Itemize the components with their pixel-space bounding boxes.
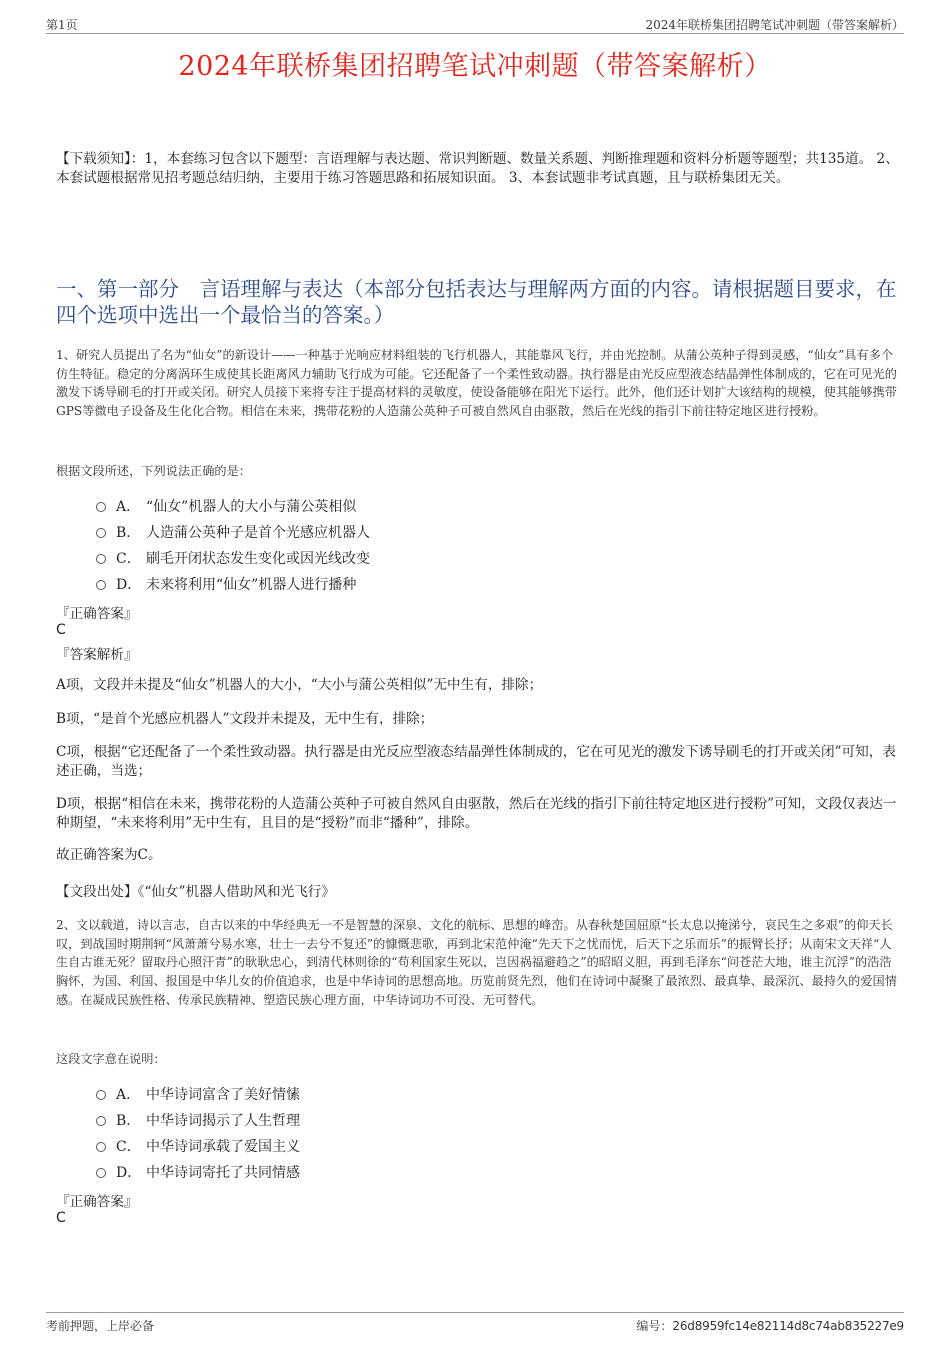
option-text: 人造蒲公英种子是首个光感应机器人: [146, 525, 370, 541]
radio-icon[interactable]: [96, 1090, 106, 1100]
radio-icon[interactable]: [96, 1116, 106, 1126]
question-1-answer: C: [56, 622, 66, 638]
header-doc-title: 2024年联桥集团招聘笔试冲刺题（带答案解析）: [645, 18, 904, 32]
question-2-answer-label: 『正确答案』: [56, 1194, 138, 1210]
analysis-option-a: A项，文段并未提及“仙女”机器人的大小，“大小与蒲公英相似”无中生有，排除；: [56, 677, 543, 693]
analysis-option-b: B项，“是首个光感应机器人”文段并未提及，无中生有，排除；: [56, 711, 434, 727]
question-1-prompt: 根据文段所述，下列说法正确的是：: [56, 464, 251, 478]
option-letter: A．: [116, 1087, 141, 1103]
analysis-option-c: C项，根据“它还配备了一个柔性致动器。执行器是由光反应型液态结晶弹性体制成的，它在可见光的激发下诱导刷毛的打开或关闭”可知，表述正确，当选；: [56, 744, 896, 779]
option-letter: C．: [116, 1139, 141, 1155]
analysis-conclusion: 故正确答案为C。: [56, 847, 162, 863]
footer-code: [636, 1317, 904, 1334]
option-text: 中华诗词揭示了人生哲理: [146, 1113, 300, 1129]
document-title: 2024年联桥集团招聘笔试冲刺题（带答案解析）: [178, 51, 772, 82]
page-footer: [46, 1312, 904, 1333]
option-text: 中华诗词富含了美好情愫: [146, 1087, 300, 1103]
radio-icon[interactable]: [96, 502, 106, 512]
question-1-source: 【文段出处】《“仙女”机器人借助风和光飞行》: [56, 884, 335, 900]
radio-icon[interactable]: [96, 1142, 106, 1152]
question-2-answer: C: [56, 1210, 66, 1226]
question-1-answer-label: 『正确答案』: [56, 606, 138, 622]
option-letter: B．: [116, 525, 141, 541]
footer-code-label: 编号：: [636, 1319, 673, 1333]
option-letter: A．: [116, 499, 141, 515]
option-text: 中华诗词寄托了共同情感: [146, 1165, 300, 1181]
radio-icon[interactable]: [96, 580, 106, 590]
option-letter: B．: [116, 1113, 141, 1129]
option-letter: D．: [116, 1165, 142, 1181]
question-1-stem: 1、研究人员提出了名为“仙女”的新设计——一种基于光响应材料组装的飞行机器人，其能靠风飞行，并由光控制。从蒲公英种子得到灵感，“仙女”具有多个仿生特征。稳定的分离涡环生成使其长距离风力辅助飞行成为可能。它还配备了一个柔性致动器。执行器是由光反应型液态结晶弹性体制成的，它在可见光的激发下诱导刷毛的打开或关闭。研究人员接下来将专注于提高材料的灵敏度，使设备能够在阳光下运行。此外，他们还计划扩大该结构的规模，使其能够携带GPS等微电子设备及生化化合物。相信在未来，携带花粉的人造蒲公英种子可被自然风自由驱散，然后在光线的指引下前往特定地区进行授粉。: [56, 348, 897, 419]
option-letter: D．: [116, 577, 142, 593]
option-text: 刷毛开闭状态发生变化或因光线改变: [146, 551, 370, 567]
question-2-stem: 2、文以载道，诗以言志，自古以来的中华经典无一不是智慧的深泉、文化的航标、思想的峰峦。从春秋楚国屈原“长太息以掩涕兮，哀民生之多艰”的仰天长叹，到战国时期荆轲“风萧萧兮易水寒，壮士一去兮不复还”的慷慨悲歌，再到北宋范仲淹“先天下之忧而忧，后天下之乐而乐”的振臂长抒；从南宋文天祥“人生自古谁无死？留取丹心照汗青”的耿耿忠心，到清代林则徐的“苟利国家生死以，岂因祸福避趋之”的昭昭义胆，再到毛泽东“问苍茫大地，谁主沉浮”的浩浩胸怀，为国、利国、报国是中华儿女的价值追求，也是中华诗词的思想高地。历览前贤先烈，他们在诗词中凝聚了最浓烈、最真挚、最深沉、最持久的爱国情感。在凝成民族性格、传承民族精神、塑造民族心理方面，中华诗词功不可没、无可替代。: [56, 918, 897, 1007]
footer-code-value: 26d8959fc14e82114d8c74ab835227e9: [672, 1319, 904, 1333]
radio-icon[interactable]: [96, 554, 106, 564]
option-text: “仙女”机器人的大小与蒲公英相似: [146, 499, 357, 515]
footer-slogan: 考前押题，上岸必备: [46, 1319, 155, 1333]
option-text: 未来将利用“仙女”机器人进行播种: [146, 577, 357, 593]
option-letter: C．: [116, 551, 141, 567]
radio-icon[interactable]: [96, 1168, 106, 1178]
radio-icon[interactable]: [96, 528, 106, 538]
page-header: [46, 13, 904, 34]
analysis-option-d: D项，根据“相信在未来，携带花粉的人造蒲公英种子可被自然风自由驱散，然后在光线的指引下前往特定地区进行授粉”可知，文段仅表达一种期望，“未来将利用”无中生有，且目的是“授粉”而非“播种”，排除。: [56, 796, 897, 831]
page-number: 第1页: [46, 18, 78, 32]
question-1-analysis-label: 『答案解析』: [56, 647, 138, 663]
option-text: 中华诗词承载了爱国主义: [146, 1139, 300, 1155]
section-heading: 一、第一部分 言语理解与表达（本部分包括表达与理解两方面的内容。请根据题目要求，在四个选项中选出一个最恰当的答案。）: [56, 277, 897, 327]
download-notice: 【下载须知】：1，本套练习包含以下题型：言语理解与表达题、常识判断题、数量关系题、判断推理题和资料分析题等题型；共135道。 2、本套试题根据常见招考题总结归纳，主要用于练习答题思路和拓展知识面。 3、本套试题非考试真题，且与联桥集团无关。: [56, 151, 899, 186]
question-2-prompt: 这段文字意在说明：: [56, 1052, 166, 1066]
